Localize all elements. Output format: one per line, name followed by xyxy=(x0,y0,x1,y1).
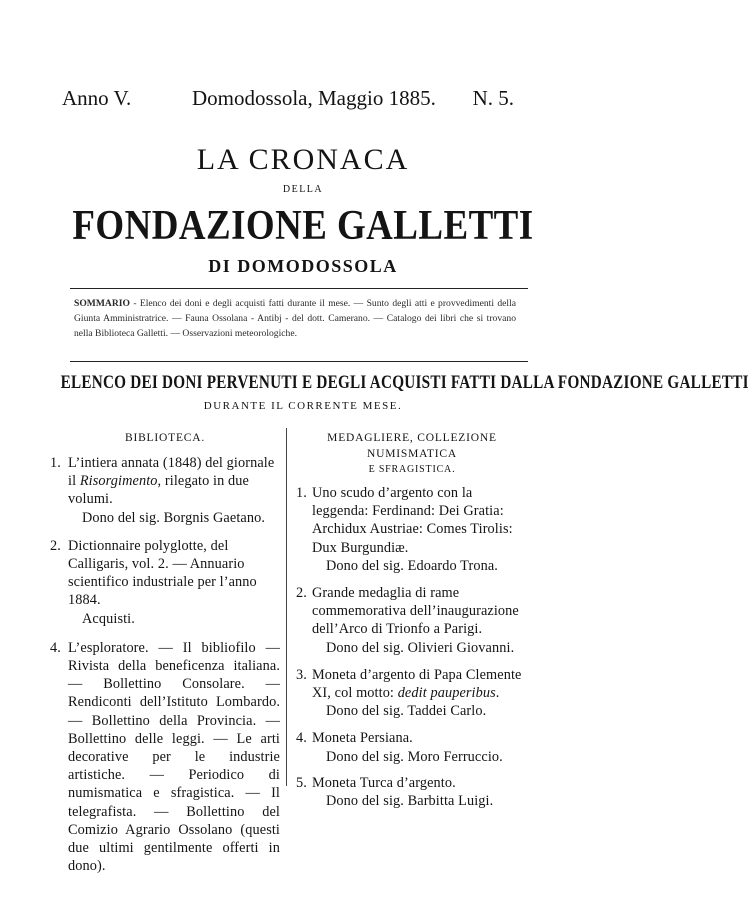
medagliere-heading-line2: E SFRAGISTICA. xyxy=(368,464,456,475)
list-item xyxy=(296,666,528,721)
masthead-della: DELLA xyxy=(282,184,324,195)
masthead-la-cronaca: LA CRONACA xyxy=(196,143,410,176)
item-donor: Acquisti. xyxy=(82,610,135,627)
summary-text: - Elenco dei doni e degli acquisti fatti durante il mese. — Sunto degli atti e provvedimenti della Giunta Amministratrice. — Fauna Ossolana - Antibj - del dott. Camerano. — Catalogo dei libri che si trovano nella Biblioteca Galletti. — Osservazioni meteorologiche. xyxy=(74,298,516,339)
item-number: 2. xyxy=(50,537,61,554)
list-item xyxy=(296,729,528,765)
item-text: Moneta Persiana. xyxy=(312,730,413,747)
list-item xyxy=(50,454,280,527)
list-item xyxy=(50,537,280,628)
item-text: Grande medaglia di rame commemorativa dell’inaugurazione dell’Arco di Trionfo a Parigi. xyxy=(312,585,519,638)
column-divider xyxy=(286,428,287,786)
item-italic-title: Risorgimento xyxy=(79,473,158,490)
item-text-end: . xyxy=(495,685,500,702)
bottom-rule xyxy=(70,361,528,362)
top-rule xyxy=(70,288,528,289)
summary-block xyxy=(74,296,516,341)
summary-lead: SOMMARIO xyxy=(74,298,130,309)
item-donor: Dono del sig. Borgnis Gaetano. xyxy=(82,509,266,526)
issue-number: N. 5. xyxy=(472,86,514,110)
item-text: L’intiera annata (1848) del giornale il xyxy=(68,455,275,490)
medagliere-column xyxy=(296,430,528,810)
issue-year: Anno V. xyxy=(62,86,132,110)
issue-place-date: Domodossola, Maggio 1885. xyxy=(192,86,436,110)
item-number: 4. xyxy=(296,730,307,747)
list-item xyxy=(296,584,528,657)
item-number: 3. xyxy=(296,666,307,683)
issue-header xyxy=(62,86,514,112)
item-italic-motto: dedit pauperibus xyxy=(397,685,496,702)
item-number: 5. xyxy=(296,774,307,791)
item-text-end: , rilegato in due volumi. xyxy=(68,473,249,508)
item-number: 1. xyxy=(50,455,61,471)
masthead-subtitle: DI DOMODOSSOLA xyxy=(208,256,398,276)
item-text: Uno scudo d’argento con la leggenda: Ferdinand: Dei Gratia: Archidux Austriae: Comes Tirolis: Dux Burgundiæ. xyxy=(312,485,513,556)
item-donor: Dono del sig. Barbitta Luigi. xyxy=(326,793,494,810)
item-text: Moneta d’argento di Papa Clemente XI, col motto: xyxy=(312,666,522,702)
section-subtitle: DURANTE IL CORRENTE MESE. xyxy=(203,400,403,412)
section-title: ELENCO DEI DONI PERVENUTI E DEGLI ACQUISTI FATTI DALLA FONDAZIONE GALLETTI xyxy=(60,372,749,393)
item-text: Moneta Turca d’argento. xyxy=(312,774,456,791)
item-number: 2. xyxy=(296,585,307,602)
biblioteca-heading: BIBLIOTECA. xyxy=(124,432,206,444)
masthead-title: FONDAZIONE GALLETTI xyxy=(72,203,534,249)
item-text: L’esploratore. — Il bibliofilo — Rivista della beneficenza italiana. — Bollettino Consolare. — Rendiconti dell’Istituto Lombardo. — Bollettino della Provincia. — Bollettino delle leggi. — Le arti decorative per le industrie artistiche. — Periodico di numismatica e sfragistica. — Il telegrafista. — Bollettino del Comizio Agrario Ossolano (questi due ultimi gentilmente offerti in dono). xyxy=(68,639,280,875)
item-number: 4. xyxy=(50,639,61,656)
item-donor: Dono del sig. Moro Ferruccio. xyxy=(326,748,503,765)
item-donor: Dono del sig. Taddei Carlo. xyxy=(326,703,487,720)
medagliere-heading-line1: MEDAGLIERE, COLLEZIONE NUMISMATICA xyxy=(327,432,497,460)
item-donor: Dono del sig. Edoardo Trona. xyxy=(326,557,498,574)
list-item xyxy=(296,774,528,810)
list-item xyxy=(296,484,528,575)
item-text: Dictionnaire polyglotte, del Calligaris, vol. 2. — Annuario scientifico industriale per l’anno 1884. xyxy=(68,537,257,609)
item-donor: Dono del sig. Olivieri Giovanni. xyxy=(326,639,515,656)
list-item xyxy=(50,639,280,876)
medagliere-heading xyxy=(296,430,528,478)
biblioteca-column xyxy=(50,430,280,875)
item-number: 1. xyxy=(296,485,307,501)
